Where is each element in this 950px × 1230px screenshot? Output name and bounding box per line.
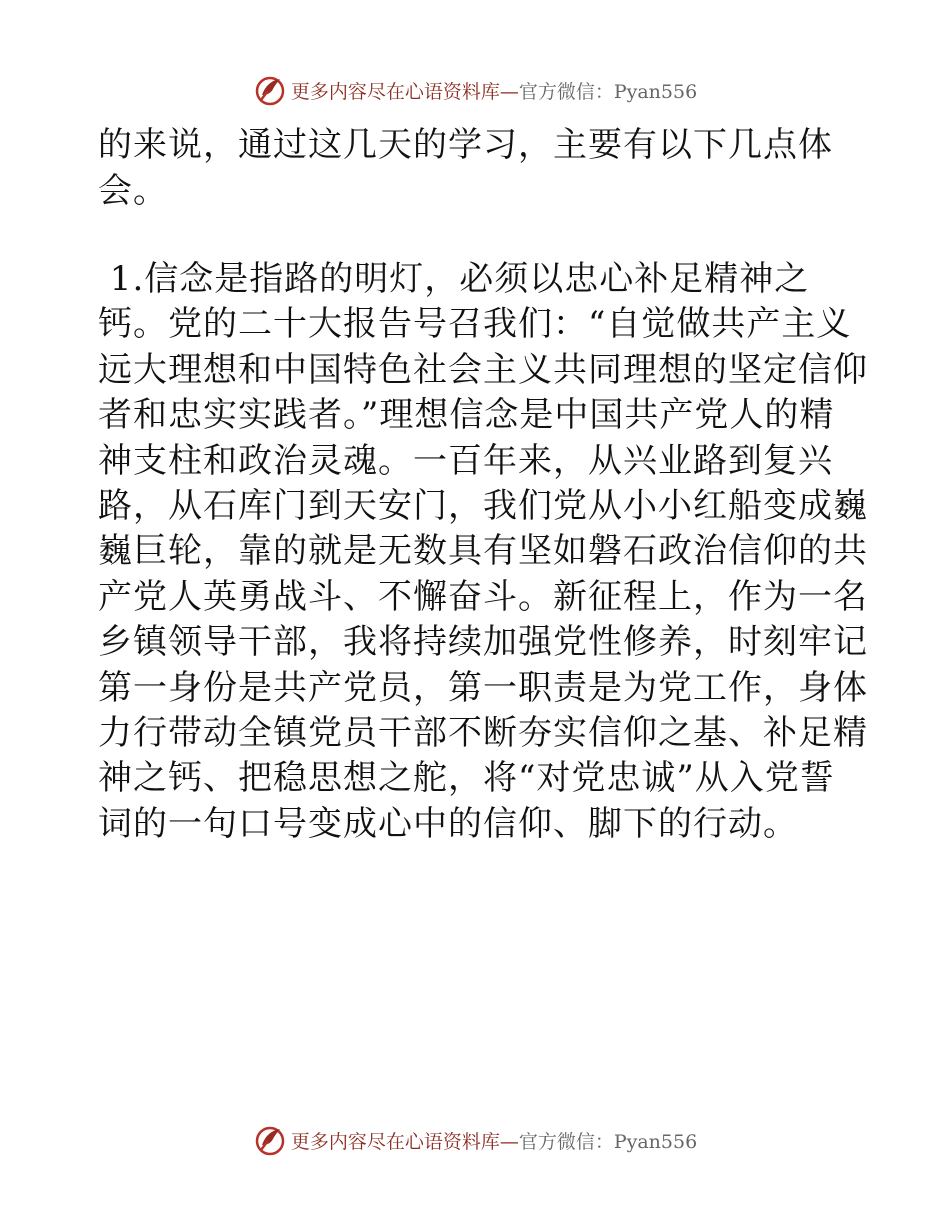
text-line: 词的一句口号变成心中的信仰、脚下的行动。 — [98, 803, 798, 844]
footer-watermark — [0, 1120, 950, 1160]
text-line: 1.信念是指路的明灯，必须以忠心补足精神之 — [98, 259, 810, 299]
header-watermark — [0, 70, 950, 110]
paragraph-2 — [98, 257, 868, 847]
text-line: 巍巨轮，靠的就是无数具有坚如磐石政治信仰的共 — [98, 531, 868, 572]
text-line: 乡镇领导干部，我将持续加强党性修养，时刻牢记 — [98, 622, 868, 663]
paragraph-1 — [98, 122, 850, 214]
library-text: 更多内容尽在心语资料库 — [290, 80, 500, 103]
wechat-text: 官方微信：Pyan556 — [518, 1130, 698, 1153]
library-text: 更多内容尽在心语资料库 — [290, 1130, 500, 1153]
banner-separator: — — [499, 1130, 519, 1153]
banner-separator: — — [499, 80, 519, 103]
text-line: 钙。党的二十大报告号召我们：“自觉做共产主义 — [98, 304, 852, 345]
text-line: 力行带动全镇党员干部不断夯实信仰之基、补足精 — [98, 712, 868, 753]
text-line: 神支柱和政治灵魂。一百年来，从兴业路到复兴 — [98, 440, 833, 481]
pen-logo-icon — [253, 1123, 287, 1157]
text-line: 产党人英勇战斗、不懈奋斗。新征程上，作为一名 — [98, 576, 868, 617]
wechat-text: 官方微信：Pyan556 — [518, 80, 698, 103]
text-line: 第一身份是共产党员，第一职责是为党工作，身体 — [98, 667, 868, 708]
text-line: 远大理想和中国特色社会主义共同理想的坚定信仰 — [98, 349, 868, 390]
text-line: 会。 — [98, 171, 168, 211]
banner-text — [291, 1127, 697, 1154]
text-line: 者和忠实实践者。”理想信念是中国共产党人的精 — [98, 395, 835, 436]
text-line: 的来说，通过这几天的学习，主要有以下几点体 — [98, 125, 833, 165]
text-line: 路，从石库门到天安门，我们党从小小红船变成巍 — [98, 485, 868, 526]
text-line: 神之钙、把稳思想之舵，将“对党忠诚”从入党誓 — [98, 758, 835, 799]
pen-logo-icon — [253, 73, 287, 107]
banner-text — [291, 77, 697, 104]
